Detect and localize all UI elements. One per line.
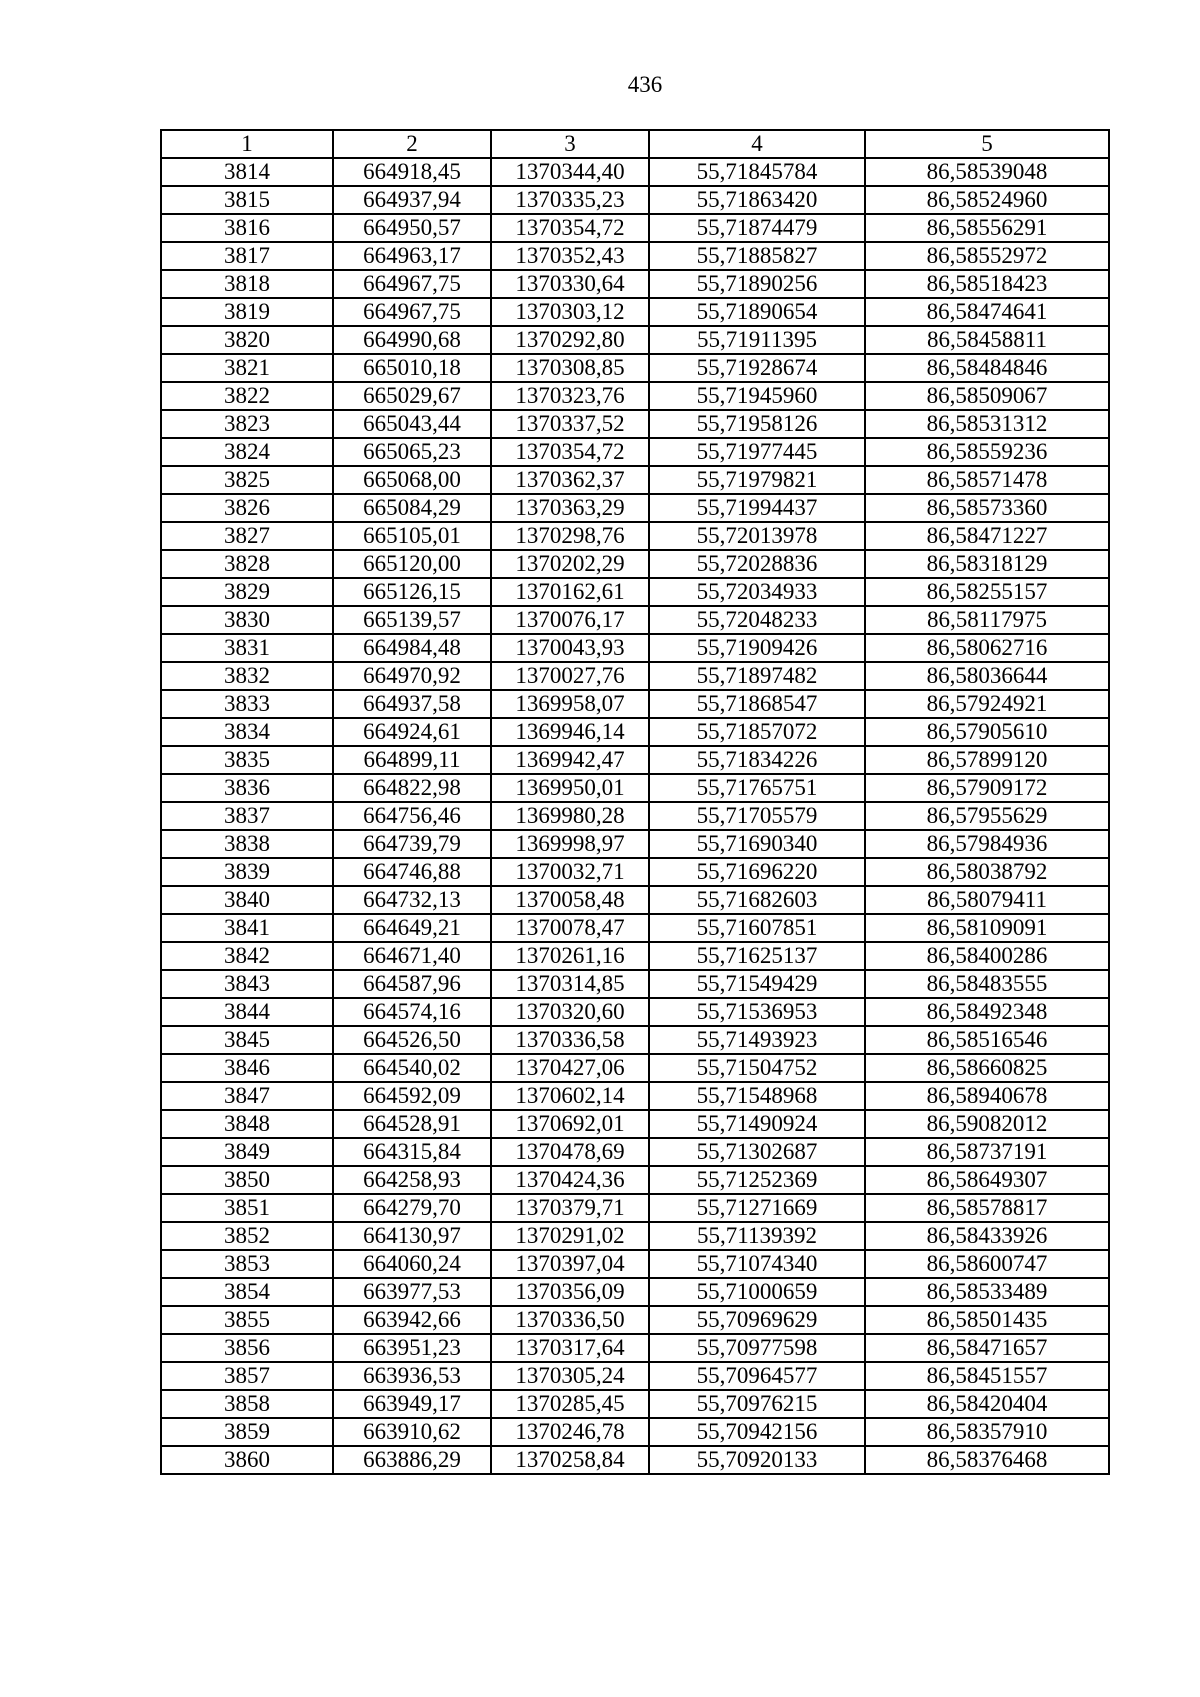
table-cell: 3824 [161, 438, 333, 466]
table-row [161, 1026, 1109, 1054]
table-cell: 86,58492348 [865, 998, 1109, 1026]
table-cell: 664526,50 [333, 1026, 491, 1054]
table-cell: 3844 [161, 998, 333, 1026]
table-cell: 86,57899120 [865, 746, 1109, 774]
table-cell: 86,58524960 [865, 186, 1109, 214]
table-cell: 86,58484846 [865, 354, 1109, 382]
table-cell: 86,58109091 [865, 914, 1109, 942]
table-cell: 86,57924921 [865, 690, 1109, 718]
table-cell: 665084,29 [333, 494, 491, 522]
table-cell: 55,72048233 [649, 606, 865, 634]
table-cell: 664671,40 [333, 942, 491, 970]
table-row [161, 690, 1109, 718]
table-row [161, 1418, 1109, 1446]
table-cell: 86,58539048 [865, 158, 1109, 186]
table-cell: 664060,24 [333, 1250, 491, 1278]
table-cell: 1370354,72 [491, 438, 649, 466]
table-cell: 1370314,85 [491, 970, 649, 998]
table-cell: 664918,45 [333, 158, 491, 186]
table-cell: 55,71548968 [649, 1082, 865, 1110]
table-cell: 3815 [161, 186, 333, 214]
table-cell: 664587,96 [333, 970, 491, 998]
table-cell: 55,71958126 [649, 410, 865, 438]
table-cell: 55,71139392 [649, 1222, 865, 1250]
table-cell: 86,58318129 [865, 550, 1109, 578]
table-cell: 3838 [161, 830, 333, 858]
table-cell: 1370246,78 [491, 1418, 649, 1446]
table-cell: 3843 [161, 970, 333, 998]
column-header: 2 [333, 130, 491, 158]
table-cell: 664528,91 [333, 1110, 491, 1138]
table-row [161, 1222, 1109, 1250]
table-cell: 86,58737191 [865, 1138, 1109, 1166]
table-cell: 55,71682603 [649, 886, 865, 914]
table-cell: 1370323,76 [491, 382, 649, 410]
table-cell: 664130,97 [333, 1222, 491, 1250]
table-cell: 86,58649307 [865, 1166, 1109, 1194]
table-cell: 3825 [161, 466, 333, 494]
table-cell: 664592,09 [333, 1082, 491, 1110]
table-cell: 663949,17 [333, 1390, 491, 1418]
table-cell: 664984,48 [333, 634, 491, 662]
table-row [161, 298, 1109, 326]
table-row [161, 970, 1109, 998]
table-cell: 55,71863420 [649, 186, 865, 214]
table-header-row [161, 130, 1109, 158]
table-cell: 55,70969629 [649, 1306, 865, 1334]
table-row [161, 886, 1109, 914]
table-row [161, 1166, 1109, 1194]
table-cell: 1370379,71 [491, 1194, 649, 1222]
table-cell: 664937,58 [333, 690, 491, 718]
table-cell: 86,58578817 [865, 1194, 1109, 1222]
table-cell: 664279,70 [333, 1194, 491, 1222]
table-cell: 86,58036644 [865, 662, 1109, 690]
table-cell: 1370258,84 [491, 1446, 649, 1474]
table-cell: 55,71536953 [649, 998, 865, 1026]
table-cell: 3835 [161, 746, 333, 774]
table-cell: 86,58559236 [865, 438, 1109, 466]
table-cell: 86,58420404 [865, 1390, 1109, 1418]
table-row [161, 662, 1109, 690]
table-cell: 664822,98 [333, 774, 491, 802]
table-cell: 86,58376468 [865, 1446, 1109, 1474]
column-header: 4 [649, 130, 865, 158]
table-cell: 663886,29 [333, 1446, 491, 1474]
table-row [161, 270, 1109, 298]
table-cell: 1370427,06 [491, 1054, 649, 1082]
table-cell: 1370285,45 [491, 1390, 649, 1418]
table-cell: 1370336,58 [491, 1026, 649, 1054]
table-row [161, 942, 1109, 970]
table-cell: 3818 [161, 270, 333, 298]
table-row [161, 1446, 1109, 1474]
table-cell: 55,71890256 [649, 270, 865, 298]
table-cell: 1370058,48 [491, 886, 649, 914]
table-cell: 3836 [161, 774, 333, 802]
table-cell: 1370356,09 [491, 1278, 649, 1306]
table-cell: 86,59082012 [865, 1110, 1109, 1138]
table-cell: 55,70920133 [649, 1446, 865, 1474]
table-row [161, 410, 1109, 438]
table-cell: 3857 [161, 1362, 333, 1390]
table-cell: 55,71607851 [649, 914, 865, 942]
table-row [161, 578, 1109, 606]
table-cell: 1370303,12 [491, 298, 649, 326]
table-cell: 664258,93 [333, 1166, 491, 1194]
table-cell: 55,71874479 [649, 214, 865, 242]
table-cell: 664990,68 [333, 326, 491, 354]
table-cell: 3853 [161, 1250, 333, 1278]
table-cell: 55,70942156 [649, 1418, 865, 1446]
table-row [161, 382, 1109, 410]
table-cell: 3830 [161, 606, 333, 634]
table-cell: 3829 [161, 578, 333, 606]
table-cell: 1370308,85 [491, 354, 649, 382]
table-cell: 86,58571478 [865, 466, 1109, 494]
table-cell: 1370043,93 [491, 634, 649, 662]
table-cell: 664746,88 [333, 858, 491, 886]
table-cell: 86,58533489 [865, 1278, 1109, 1306]
table-row [161, 158, 1109, 186]
column-header: 3 [491, 130, 649, 158]
table-cell: 55,71911395 [649, 326, 865, 354]
table-cell: 55,71979821 [649, 466, 865, 494]
table-cell: 86,58357910 [865, 1418, 1109, 1446]
table-cell: 55,71994437 [649, 494, 865, 522]
table-row [161, 438, 1109, 466]
table-cell: 86,58255157 [865, 578, 1109, 606]
table-cell: 3831 [161, 634, 333, 662]
table-cell: 86,57909172 [865, 774, 1109, 802]
table-cell: 1370027,76 [491, 662, 649, 690]
table-cell: 3854 [161, 1278, 333, 1306]
table-cell: 1370602,14 [491, 1082, 649, 1110]
table-cell: 55,71504752 [649, 1054, 865, 1082]
table-cell: 1370336,50 [491, 1306, 649, 1334]
table-cell: 55,71868547 [649, 690, 865, 718]
table-row [161, 830, 1109, 858]
table-row [161, 606, 1109, 634]
table-cell: 86,57984936 [865, 830, 1109, 858]
table-cell: 86,58471227 [865, 522, 1109, 550]
table-cell: 3817 [161, 242, 333, 270]
table-cell: 3828 [161, 550, 333, 578]
table-cell: 1370362,37 [491, 466, 649, 494]
table-cell: 55,71857072 [649, 718, 865, 746]
table-cell: 55,72013978 [649, 522, 865, 550]
table-cell: 86,58940678 [865, 1082, 1109, 1110]
table-row [161, 914, 1109, 942]
table-cell: 664732,13 [333, 886, 491, 914]
table-cell: 55,72034933 [649, 578, 865, 606]
table-cell: 55,70964577 [649, 1362, 865, 1390]
table-cell: 55,71890654 [649, 298, 865, 326]
table-cell: 86,58451557 [865, 1362, 1109, 1390]
table-cell: 3840 [161, 886, 333, 914]
column-header: 1 [161, 130, 333, 158]
table-cell: 3833 [161, 690, 333, 718]
table-cell: 55,71493923 [649, 1026, 865, 1054]
table-cell: 86,58062716 [865, 634, 1109, 662]
table-row [161, 242, 1109, 270]
table-cell: 664967,75 [333, 270, 491, 298]
table-row [161, 774, 1109, 802]
table-row [161, 550, 1109, 578]
table-cell: 1370337,52 [491, 410, 649, 438]
table-cell: 665105,01 [333, 522, 491, 550]
table-cell: 665043,44 [333, 410, 491, 438]
table-cell: 1370317,64 [491, 1334, 649, 1362]
table-cell: 664649,21 [333, 914, 491, 942]
table-cell: 86,58038792 [865, 858, 1109, 886]
table-cell: 86,58458811 [865, 326, 1109, 354]
table-cell: 663910,62 [333, 1418, 491, 1446]
table-cell: 86,57905610 [865, 718, 1109, 746]
table-cell: 1369980,28 [491, 802, 649, 830]
table-cell: 1369946,14 [491, 718, 649, 746]
table-cell: 55,71690340 [649, 830, 865, 858]
table-cell: 55,71696220 [649, 858, 865, 886]
table-row [161, 746, 1109, 774]
table-row [161, 1250, 1109, 1278]
table-cell: 663951,23 [333, 1334, 491, 1362]
table-cell: 3832 [161, 662, 333, 690]
table-cell: 1370692,01 [491, 1110, 649, 1138]
table-cell: 86,58400286 [865, 942, 1109, 970]
table-cell: 1370298,76 [491, 522, 649, 550]
table-cell: 86,58531312 [865, 410, 1109, 438]
table-cell: 3814 [161, 158, 333, 186]
table-cell: 1370330,64 [491, 270, 649, 298]
table-cell: 55,70977598 [649, 1334, 865, 1362]
table-cell: 86,58433926 [865, 1222, 1109, 1250]
table-cell: 86,58117975 [865, 606, 1109, 634]
table-cell: 55,71928674 [649, 354, 865, 382]
table-cell: 3827 [161, 522, 333, 550]
table-cell: 1370291,02 [491, 1222, 649, 1250]
table-cell: 1369942,47 [491, 746, 649, 774]
table-cell: 86,58518423 [865, 270, 1109, 298]
table-row [161, 802, 1109, 830]
table-cell: 665068,00 [333, 466, 491, 494]
table-cell: 665126,15 [333, 578, 491, 606]
table-cell: 86,58471657 [865, 1334, 1109, 1362]
table-row [161, 634, 1109, 662]
table-cell: 86,58474641 [865, 298, 1109, 326]
table-cell: 3848 [161, 1110, 333, 1138]
table-body [161, 158, 1109, 1474]
table-row [161, 1362, 1109, 1390]
table-cell: 55,72028836 [649, 550, 865, 578]
table-row [161, 522, 1109, 550]
table-cell: 55,70976215 [649, 1390, 865, 1418]
table-row [161, 858, 1109, 886]
table-row [161, 998, 1109, 1026]
table-cell: 3851 [161, 1194, 333, 1222]
table-cell: 1370352,43 [491, 242, 649, 270]
table-row [161, 466, 1109, 494]
table-cell: 1369958,07 [491, 690, 649, 718]
table-cell: 663936,53 [333, 1362, 491, 1390]
table-cell: 3855 [161, 1306, 333, 1334]
table-row [161, 1390, 1109, 1418]
table-cell: 55,71074340 [649, 1250, 865, 1278]
table-cell: 665139,57 [333, 606, 491, 634]
table-cell: 3849 [161, 1138, 333, 1166]
table-cell: 55,71625137 [649, 942, 865, 970]
table-cell: 665120,00 [333, 550, 491, 578]
table-cell: 664963,17 [333, 242, 491, 270]
table-cell: 1370261,16 [491, 942, 649, 970]
table-row [161, 1334, 1109, 1362]
table-row [161, 354, 1109, 382]
table-row [161, 1054, 1109, 1082]
table-cell: 1370162,61 [491, 578, 649, 606]
table-cell: 3845 [161, 1026, 333, 1054]
table-cell: 55,71834226 [649, 746, 865, 774]
table-cell: 55,71252369 [649, 1166, 865, 1194]
table-cell: 86,58552972 [865, 242, 1109, 270]
column-header: 5 [865, 130, 1109, 158]
table-cell: 1370344,40 [491, 158, 649, 186]
table-cell: 1370363,29 [491, 494, 649, 522]
table-row [161, 214, 1109, 242]
table-cell: 663942,66 [333, 1306, 491, 1334]
table-cell: 665029,67 [333, 382, 491, 410]
table-cell: 1370078,47 [491, 914, 649, 942]
table-cell: 664937,94 [333, 186, 491, 214]
table-cell: 1370354,72 [491, 214, 649, 242]
table-cell: 86,58079411 [865, 886, 1109, 914]
table-row [161, 326, 1109, 354]
table-row [161, 718, 1109, 746]
table-row [161, 1194, 1109, 1222]
table-cell: 55,71302687 [649, 1138, 865, 1166]
table-cell: 3839 [161, 858, 333, 886]
table-cell: 664950,57 [333, 214, 491, 242]
table-cell: 1370202,29 [491, 550, 649, 578]
table-cell: 664924,61 [333, 718, 491, 746]
table-cell: 3850 [161, 1166, 333, 1194]
table-cell: 1369998,97 [491, 830, 649, 858]
table-cell: 1369950,01 [491, 774, 649, 802]
table-cell: 664315,84 [333, 1138, 491, 1166]
table-row [161, 1138, 1109, 1166]
table-cell: 3859 [161, 1418, 333, 1446]
table-cell: 3837 [161, 802, 333, 830]
table-cell: 86,58556291 [865, 214, 1109, 242]
table-row [161, 494, 1109, 522]
table-cell: 3842 [161, 942, 333, 970]
table-cell: 3819 [161, 298, 333, 326]
table-row [161, 1278, 1109, 1306]
table-cell: 664540,02 [333, 1054, 491, 1082]
table-cell: 55,71271669 [649, 1194, 865, 1222]
table-cell: 86,58573360 [865, 494, 1109, 522]
table-cell: 3846 [161, 1054, 333, 1082]
table-cell: 55,71845784 [649, 158, 865, 186]
table-cell: 3834 [161, 718, 333, 746]
table-cell: 1370478,69 [491, 1138, 649, 1166]
table-row [161, 1306, 1109, 1334]
table-cell: 3847 [161, 1082, 333, 1110]
coordinates-table [160, 129, 1110, 1475]
table-cell: 665010,18 [333, 354, 491, 382]
table-cell: 3856 [161, 1334, 333, 1362]
table-cell: 86,57955629 [865, 802, 1109, 830]
table-cell: 55,71490924 [649, 1110, 865, 1138]
table-cell: 664970,92 [333, 662, 491, 690]
table-cell: 3841 [161, 914, 333, 942]
table-cell: 663977,53 [333, 1278, 491, 1306]
table-cell: 1370305,24 [491, 1362, 649, 1390]
table-cell: 3821 [161, 354, 333, 382]
table-cell: 55,71909426 [649, 634, 865, 662]
table-cell: 664739,79 [333, 830, 491, 858]
table-row [161, 1082, 1109, 1110]
table-cell: 55,71897482 [649, 662, 865, 690]
page-number: 436 [627, 72, 663, 97]
table-cell: 55,71765751 [649, 774, 865, 802]
table-cell: 3823 [161, 410, 333, 438]
table-cell: 1370032,71 [491, 858, 649, 886]
table-cell: 1370424,36 [491, 1166, 649, 1194]
table-cell: 3826 [161, 494, 333, 522]
table-cell: 55,71000659 [649, 1278, 865, 1306]
table-cell: 664967,75 [333, 298, 491, 326]
table-cell: 86,58509067 [865, 382, 1109, 410]
table-cell: 664756,46 [333, 802, 491, 830]
table-cell: 55,71885827 [649, 242, 865, 270]
table-cell: 664574,16 [333, 998, 491, 1026]
table-cell: 86,58660825 [865, 1054, 1109, 1082]
table-cell: 86,58516546 [865, 1026, 1109, 1054]
table-cell: 86,58501435 [865, 1306, 1109, 1334]
table-cell: 55,71549429 [649, 970, 865, 998]
table-cell: 55,71705579 [649, 802, 865, 830]
table-cell: 1370335,23 [491, 186, 649, 214]
table-cell: 1370320,60 [491, 998, 649, 1026]
table-cell: 1370292,80 [491, 326, 649, 354]
table-cell: 55,71945960 [649, 382, 865, 410]
table-cell: 3852 [161, 1222, 333, 1250]
table-cell: 55,71977445 [649, 438, 865, 466]
table-cell: 1370397,04 [491, 1250, 649, 1278]
table-cell: 3820 [161, 326, 333, 354]
table-row [161, 186, 1109, 214]
table-cell: 3860 [161, 1446, 333, 1474]
table-row [161, 1110, 1109, 1138]
table-cell: 664899,11 [333, 746, 491, 774]
table-cell: 665065,23 [333, 438, 491, 466]
table-cell: 86,58600747 [865, 1250, 1109, 1278]
table-cell: 1370076,17 [491, 606, 649, 634]
table-cell: 3822 [161, 382, 333, 410]
table-cell: 3858 [161, 1390, 333, 1418]
table-cell: 3816 [161, 214, 333, 242]
table-cell: 86,58483555 [865, 970, 1109, 998]
